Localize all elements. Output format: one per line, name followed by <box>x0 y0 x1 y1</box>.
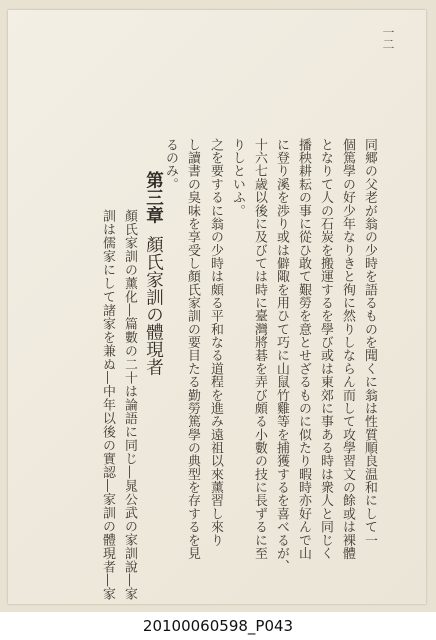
book-page <box>8 10 426 604</box>
chapter-heading <box>144 171 162 376</box>
body-text-line: りしといふ。 <box>229 138 245 218</box>
body-text-line: 播秧耕耘の事に從ひ敢て艱勞を意とせざるものに似たり暇時亦好んで山 <box>295 138 311 560</box>
chapter-number: 第三章 <box>143 171 164 224</box>
chapter-title: 顏氏家訓の體現者 <box>143 235 164 376</box>
body-text-line: 同郷の父老が翁の少時を語るものを聞くに翁は性質順良温和にして一 <box>361 138 377 547</box>
body-text-line: し讀書の臭味を享受し顏氏家訓の要目たる勤勞篤學の典型を存するを見 <box>184 138 200 560</box>
body-text-line: 十六七歳以後に及びては時に臺灣將碁を弄び頗る小數の技に長ずるに至 <box>251 138 267 560</box>
section-summary-line: 訓は儒家にして諸家を兼ぬ―中年以後の實認―家訓の體現者―家 <box>99 209 115 601</box>
image-caption: 20100060598_P043 <box>0 612 436 640</box>
section-summary-line: 顏氏家訓の薰化―篇數の二十は論語に同じ―晁公武の家訓說―家 <box>121 209 137 601</box>
body-text-line: るのみ。 <box>162 138 178 191</box>
body-text-line: 個篤學の好少年なりきと徇に然りしならん而して攻學習文の餘或は裸體 <box>339 138 355 560</box>
page-number: 一二 <box>381 26 395 50</box>
body-text-line: に登り溪を渉り或は僻陬を用ひて巧に山鼠竹雞等を捕獲するを喜べるが、 <box>273 138 289 573</box>
body-text-line: 之を要するに翁の少時は頗る平和なる道程を進み遠祖以來薰習し來り <box>207 138 223 547</box>
body-text-line: となりて人の石炭を搬運するを學び或は東郊に事ある時は衆人と同じく <box>317 138 333 560</box>
